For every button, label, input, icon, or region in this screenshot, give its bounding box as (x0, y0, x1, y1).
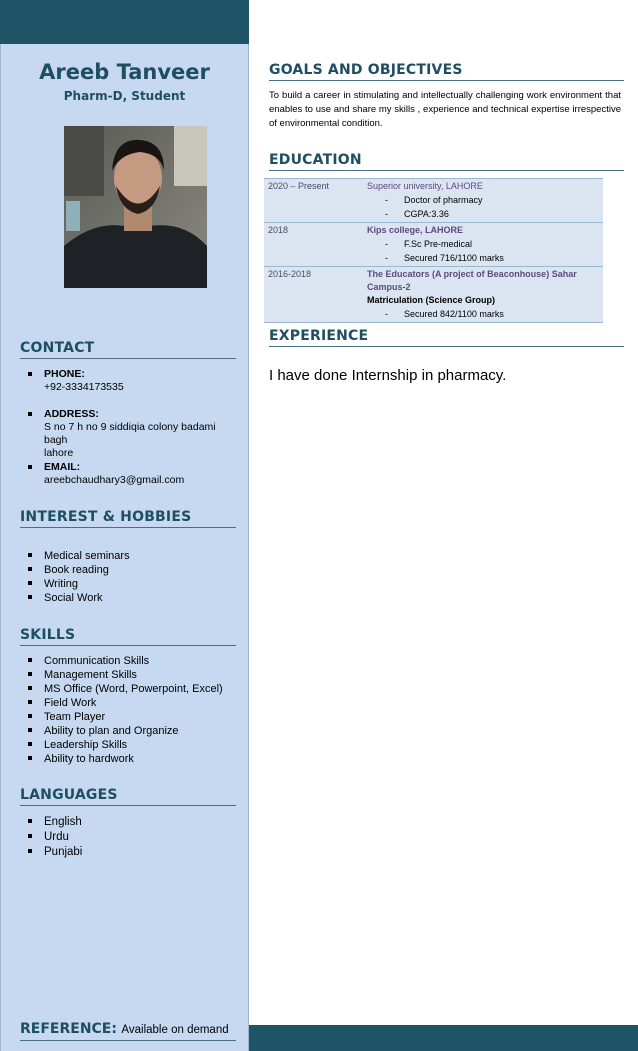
interests-heading: INTEREST & HOBBIES (20, 509, 236, 528)
interests-list (28, 549, 130, 605)
phone-value[interactable]: +92-3334173535 (44, 381, 124, 393)
address-label: ADDRESS: (28, 408, 238, 421)
list-item: Book reading (28, 563, 130, 577)
email-value[interactable]: areebchaudhary3@gmail.com (44, 474, 185, 486)
email-label: EMAIL: (28, 461, 238, 474)
education-table (264, 178, 603, 323)
list-item: Communication Skills (28, 654, 223, 668)
list-item: Writing (28, 577, 130, 591)
table-row (264, 179, 603, 223)
contact-email (28, 461, 238, 487)
top-color-band (0, 0, 249, 44)
education-year: 2018 (268, 225, 289, 235)
contact-heading: CONTACT (20, 340, 236, 359)
education-detail: - CGPA:3.36 (367, 207, 599, 221)
list-item: MS Office (Word, Powerpoint, Excel) (28, 682, 223, 696)
education-detail: - Secured 842/1100 marks (367, 307, 599, 321)
education-school: Superior university, LAHORE (367, 181, 483, 191)
list-item: Ability to plan and Organize (28, 724, 223, 738)
skills-list (28, 654, 223, 766)
person-photo-icon (64, 126, 207, 288)
reference-value: Available on demand (121, 1024, 229, 1036)
list-item: Punjabi (28, 845, 82, 860)
experience-text: I have done Internship in pharmacy. (269, 367, 507, 384)
phone-label: PHONE: (28, 368, 238, 381)
list-item: English (28, 815, 82, 830)
list-item: Team Player (28, 710, 223, 724)
education-year: 2020 – Present (268, 181, 330, 191)
list-item: Urdu (28, 830, 82, 845)
profile-title: Pharm-D, Student (63, 89, 186, 103)
address-line-2: lahore (44, 447, 74, 459)
reference-section (20, 1020, 236, 1041)
education-year: 2016-2018 (268, 269, 312, 279)
profile-photo (64, 126, 207, 288)
languages-heading: LANGUAGES (20, 787, 236, 806)
reference-heading: REFERENCE: (20, 1021, 117, 1037)
contact-phone (28, 368, 238, 394)
list-item: Medical seminars (28, 549, 130, 563)
list-item: Ability to hardwork (28, 752, 223, 766)
skills-heading: SKILLS (20, 627, 236, 646)
list-item: Field Work (28, 696, 223, 710)
education-detail: - Secured 716/1100 marks (367, 251, 599, 265)
education-detail: - F.Sc Pre-medical (367, 237, 599, 251)
goals-text: To build a career in stimulating and intellectually challenging work environment that enables to use and share my skills , experience and technical expertise irrespective of environmental condition. (269, 90, 621, 129)
table-row (264, 267, 603, 323)
education-school: Kips college, LAHORE (367, 225, 464, 235)
education-detail: - Doctor of pharmacy (367, 193, 599, 207)
list-item: Leadership Skills (28, 738, 223, 752)
bottom-color-band (249, 1025, 638, 1051)
experience-heading: EXPERIENCE (269, 328, 624, 347)
list-item: Social Work (28, 591, 130, 605)
address-line-1: S no 7 h no 9 siddiqia colony badami bagh (44, 421, 216, 446)
contact-address (28, 408, 238, 460)
table-row (264, 223, 603, 267)
list-item: Management Skills (28, 668, 223, 682)
languages-list (28, 815, 82, 860)
education-school: The Educators (A project of Beaconhouse) Sahar Campus-2 (367, 269, 577, 292)
education-program: Matriculation (Science Group) (367, 295, 496, 305)
goals-heading: GOALS AND OBJECTIVES (269, 62, 624, 81)
profile-name: Areeb Tanveer (39, 60, 210, 84)
education-heading: EDUCATION (269, 152, 624, 171)
